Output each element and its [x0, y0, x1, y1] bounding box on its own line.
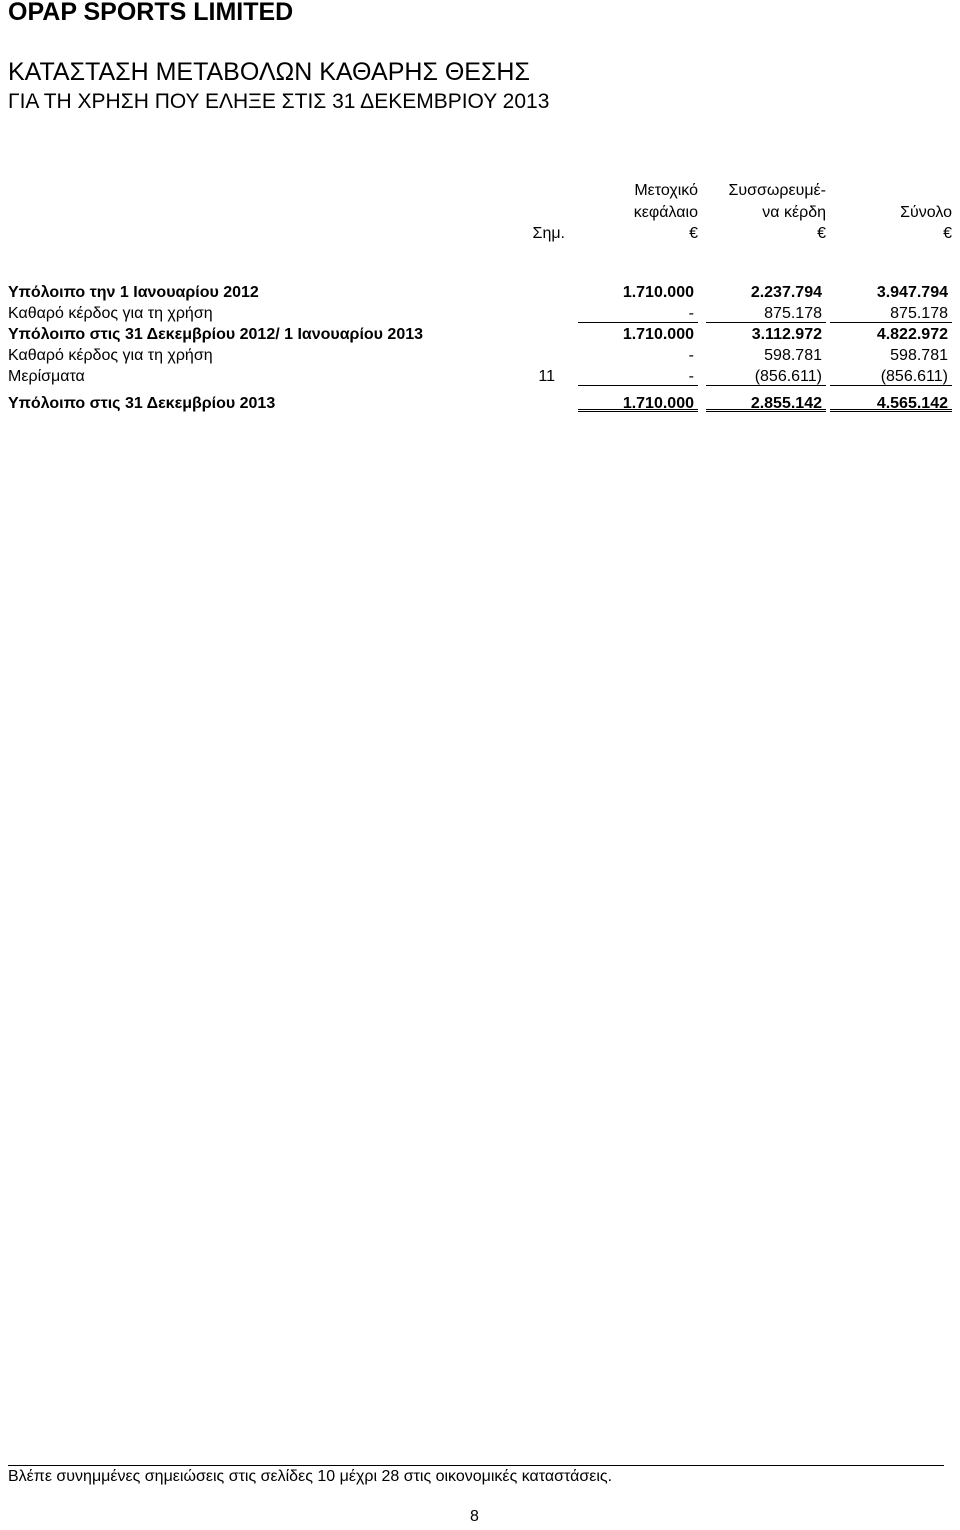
row-label: Υπόλοιπο στις 31 Δεκεμβρίου 2013: [8, 395, 276, 412]
row-label: Καθαρό κέρδος για τη χρήση: [8, 305, 213, 322]
total-value: 875.178: [830, 303, 952, 323]
currency-symbol: €: [689, 225, 698, 242]
share-capital-value: -: [578, 366, 698, 386]
share-capital-value: 1.710.000: [578, 393, 698, 412]
row-label: Υπόλοιπο στις 31 Δεκεμβρίου 2012/ 1 Ιανουαρίου 2013: [8, 326, 424, 343]
table-row: [0, 324, 960, 346]
retained-earnings-value: 2.855.142: [706, 393, 826, 412]
row-label: Καθαρό κέρδος για τη χρήση: [8, 347, 213, 364]
footer-note: Βλέπε συνημμένες σημειώσεις στις σελίδες 10 μέχρι 28 στις οικονομικές καταστάσεις.: [8, 1468, 613, 1485]
col-header-retained-line1: Συσσωρευμέ-: [728, 182, 826, 199]
page-number: 8: [470, 1508, 479, 1525]
retained-earnings-value: 875.178: [706, 303, 826, 323]
total-value: 598.781: [890, 347, 948, 364]
share-capital-value: 1.710.000: [622, 284, 694, 301]
col-header-total: Σύνολο: [900, 204, 952, 221]
col-header-note: Σημ.: [532, 225, 565, 242]
share-capital-value: -: [688, 347, 694, 364]
retained-earnings-value: 598.781: [764, 347, 822, 364]
row-label: Μερίσματα: [8, 368, 85, 385]
statement-subtitle: ΓΙΑ ΤΗ ΧΡΗΣΗ ΠΟΥ ΕΛΗΞΕ ΣΤΙΣ 31 ΔΕΚΕΜΒΡΙΟΥ 2013: [8, 90, 550, 113]
row-label: Υπόλοιπο την 1 Ιανουαρίου 2012: [8, 284, 259, 301]
table-row: [0, 282, 960, 304]
col-header-share-capital: [578, 180, 698, 224]
share-capital-value: -: [578, 303, 698, 323]
currency-symbol: €: [943, 225, 952, 242]
col-header-share-capital-line1: Μετοχικό: [634, 182, 698, 199]
table-row: [0, 303, 960, 325]
retained-earnings-value: 2.237.794: [750, 284, 822, 301]
currency-symbol: €: [817, 225, 826, 242]
total-value: (856.611): [830, 366, 952, 386]
table-row: [0, 366, 960, 388]
statement-title: ΚΑΤΑΣΤΑΣΗ ΜΕΤΑΒΟΛΩΝ ΚΑΘΑΡΗΣ ΘΕΣΗΣ: [8, 58, 530, 86]
retained-earnings-value: (856.611): [706, 366, 826, 386]
col-header-share-capital-line2: κεφάλαιο: [633, 204, 698, 221]
note-reference: 11: [538, 368, 555, 385]
retained-earnings-value: 3.112.972: [751, 326, 822, 343]
total-value: 3.947.794: [876, 284, 948, 301]
footer-divider: [8, 1465, 944, 1466]
total-value: 4.822.972: [876, 326, 948, 343]
table-row: [0, 393, 960, 415]
share-capital-value: 1.710.000: [622, 326, 694, 343]
company-name: OPAP SPORTS LIMITED: [8, 0, 294, 26]
total-value: 4.565.142: [830, 393, 952, 412]
col-header-retained: [700, 180, 826, 224]
col-header-retained-line2: να κέρδη: [762, 204, 826, 221]
table-row: [0, 345, 960, 367]
